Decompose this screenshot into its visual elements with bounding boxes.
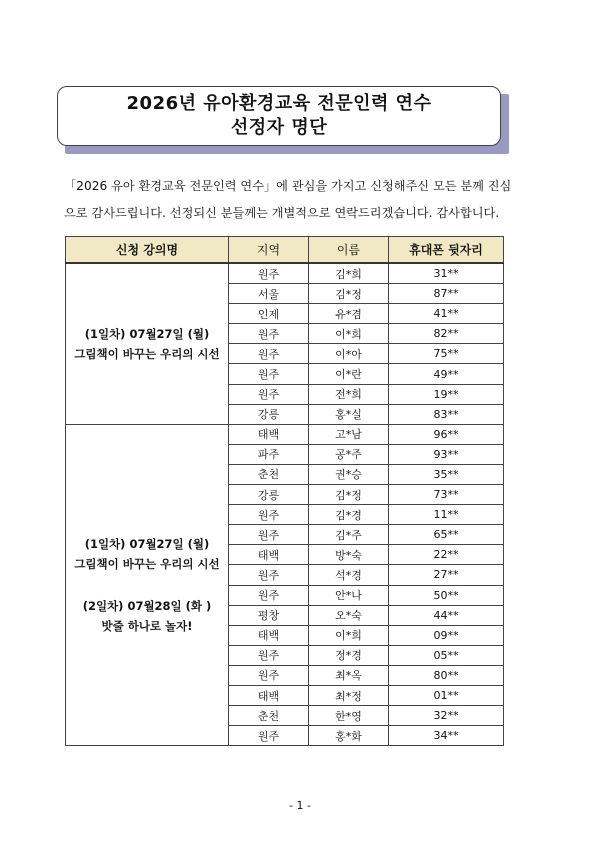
header-region: 지역	[229, 237, 309, 264]
region-cell: 강릉	[229, 404, 309, 424]
header-course: 신청 강의명	[66, 237, 229, 264]
name-cell: 김*정	[309, 284, 389, 304]
region-cell: 인제	[229, 304, 309, 324]
name-cell: 고*남	[309, 424, 389, 444]
phone-cell: 65**	[389, 525, 504, 545]
phone-cell: 19**	[389, 384, 504, 404]
course-line: 밧줄 하나로 놀자!	[101, 619, 193, 633]
name-cell: 권*승	[309, 464, 389, 484]
region-cell: 파주	[229, 444, 309, 464]
name-cell: 이*아	[309, 344, 389, 364]
region-cell: 강릉	[229, 485, 309, 505]
phone-cell: 93**	[389, 444, 504, 464]
header-phone: 휴대폰 뒷자리	[389, 237, 504, 264]
course-line: (1일차) 07월27일 (월)	[84, 326, 210, 341]
region-cell: 원주	[229, 324, 309, 344]
region-cell: 태백	[229, 685, 309, 705]
course-line: 그림책이 바꾸는 우리의 시선	[74, 346, 220, 361]
name-cell: 이*희	[309, 625, 389, 645]
name-cell: 안*나	[309, 585, 389, 605]
name-cell: 이*란	[309, 364, 389, 384]
phone-cell: 41**	[389, 304, 504, 324]
title-block	[57, 86, 509, 154]
name-cell: 김*경	[309, 505, 389, 525]
intro-line-2: 으로 감사드립니다. 선정되신 분들께는 개별적으로 연락드리겠습니다. 감사합니다.	[64, 206, 500, 220]
header-name: 이름	[309, 237, 389, 264]
region-cell: 태백	[229, 424, 309, 444]
region-cell: 원주	[229, 565, 309, 585]
phone-cell: 32**	[389, 706, 504, 726]
name-cell: 방*숙	[309, 545, 389, 565]
table-body	[66, 263, 504, 746]
table-row	[66, 263, 504, 284]
region-cell: 태백	[229, 625, 309, 645]
name-cell: 김*희	[309, 263, 389, 284]
phone-cell: 50**	[389, 585, 504, 605]
phone-cell: 01**	[389, 685, 504, 705]
region-cell: 평창	[229, 605, 309, 625]
phone-cell: 27**	[389, 565, 504, 585]
name-cell: 오*숙	[309, 605, 389, 625]
course-line: (1일차) 07월27일 (월)	[84, 537, 210, 551]
region-cell: 원주	[229, 364, 309, 384]
name-cell: 유*겸	[309, 304, 389, 324]
document-subtitle: 선정자 명단	[230, 117, 328, 138]
region-cell: 춘천	[229, 464, 309, 484]
name-cell: 이*희	[309, 324, 389, 344]
course-gap	[66, 574, 228, 596]
intro-paragraph	[64, 173, 544, 227]
intro-line-1: 「2026 유아 환경교육 전문인력 연수」에 관심을 가지고 신청해주신 모든 분께 진심	[64, 179, 512, 193]
phone-cell: 11**	[389, 505, 504, 525]
phone-cell: 80**	[389, 665, 504, 685]
table-row	[66, 424, 504, 444]
name-cell: 최*정	[309, 685, 389, 705]
course-line: (2일차) 07월28일 (화 )	[82, 599, 212, 613]
region-cell: 원주	[229, 585, 309, 605]
name-cell: 김*정	[309, 485, 389, 505]
region-cell: 원주	[229, 645, 309, 665]
title-box	[57, 86, 501, 146]
phone-cell: 35**	[389, 464, 504, 484]
phone-cell: 82**	[389, 324, 504, 344]
region-cell: 원주	[229, 726, 309, 746]
phone-cell: 83**	[389, 404, 504, 424]
name-cell: 전*희	[309, 384, 389, 404]
region-cell: 원주	[229, 665, 309, 685]
region-cell: 원주	[229, 384, 309, 404]
name-cell: 공*주	[309, 444, 389, 464]
name-cell: 김*주	[309, 525, 389, 545]
phone-cell: 73**	[389, 485, 504, 505]
phone-cell: 09**	[389, 625, 504, 645]
phone-cell: 49**	[389, 364, 504, 384]
course-cell	[66, 424, 229, 746]
region-cell: 서울	[229, 284, 309, 304]
phone-cell: 96**	[389, 424, 504, 444]
name-cell: 석*경	[309, 565, 389, 585]
phone-cell: 87**	[389, 284, 504, 304]
name-cell: 최*옥	[309, 665, 389, 685]
region-cell: 원주	[229, 263, 309, 284]
region-cell: 태백	[229, 545, 309, 565]
phone-cell: 31**	[389, 263, 504, 284]
phone-cell: 44**	[389, 605, 504, 625]
name-cell: 한*영	[309, 706, 389, 726]
course-line: 그림책이 바꾸는 우리의 시선	[74, 557, 220, 571]
name-cell: 홍*실	[309, 404, 389, 424]
name-cell: 정*경	[309, 645, 389, 665]
name-cell: 홍*화	[309, 726, 389, 746]
region-cell: 원주	[229, 344, 309, 364]
table-header-row	[66, 237, 504, 264]
region-cell: 원주	[229, 525, 309, 545]
phone-cell: 75**	[389, 344, 504, 364]
page-number: - 1 -	[289, 799, 311, 812]
document-title: 2026년 유아환경교육 전문인력 연수	[126, 93, 432, 114]
region-cell: 춘천	[229, 706, 309, 726]
course-cell	[66, 263, 229, 424]
phone-cell: 05**	[389, 645, 504, 665]
selection-table	[65, 236, 504, 746]
phone-cell: 22**	[389, 545, 504, 565]
phone-cell: 34**	[389, 726, 504, 746]
region-cell: 원주	[229, 505, 309, 525]
